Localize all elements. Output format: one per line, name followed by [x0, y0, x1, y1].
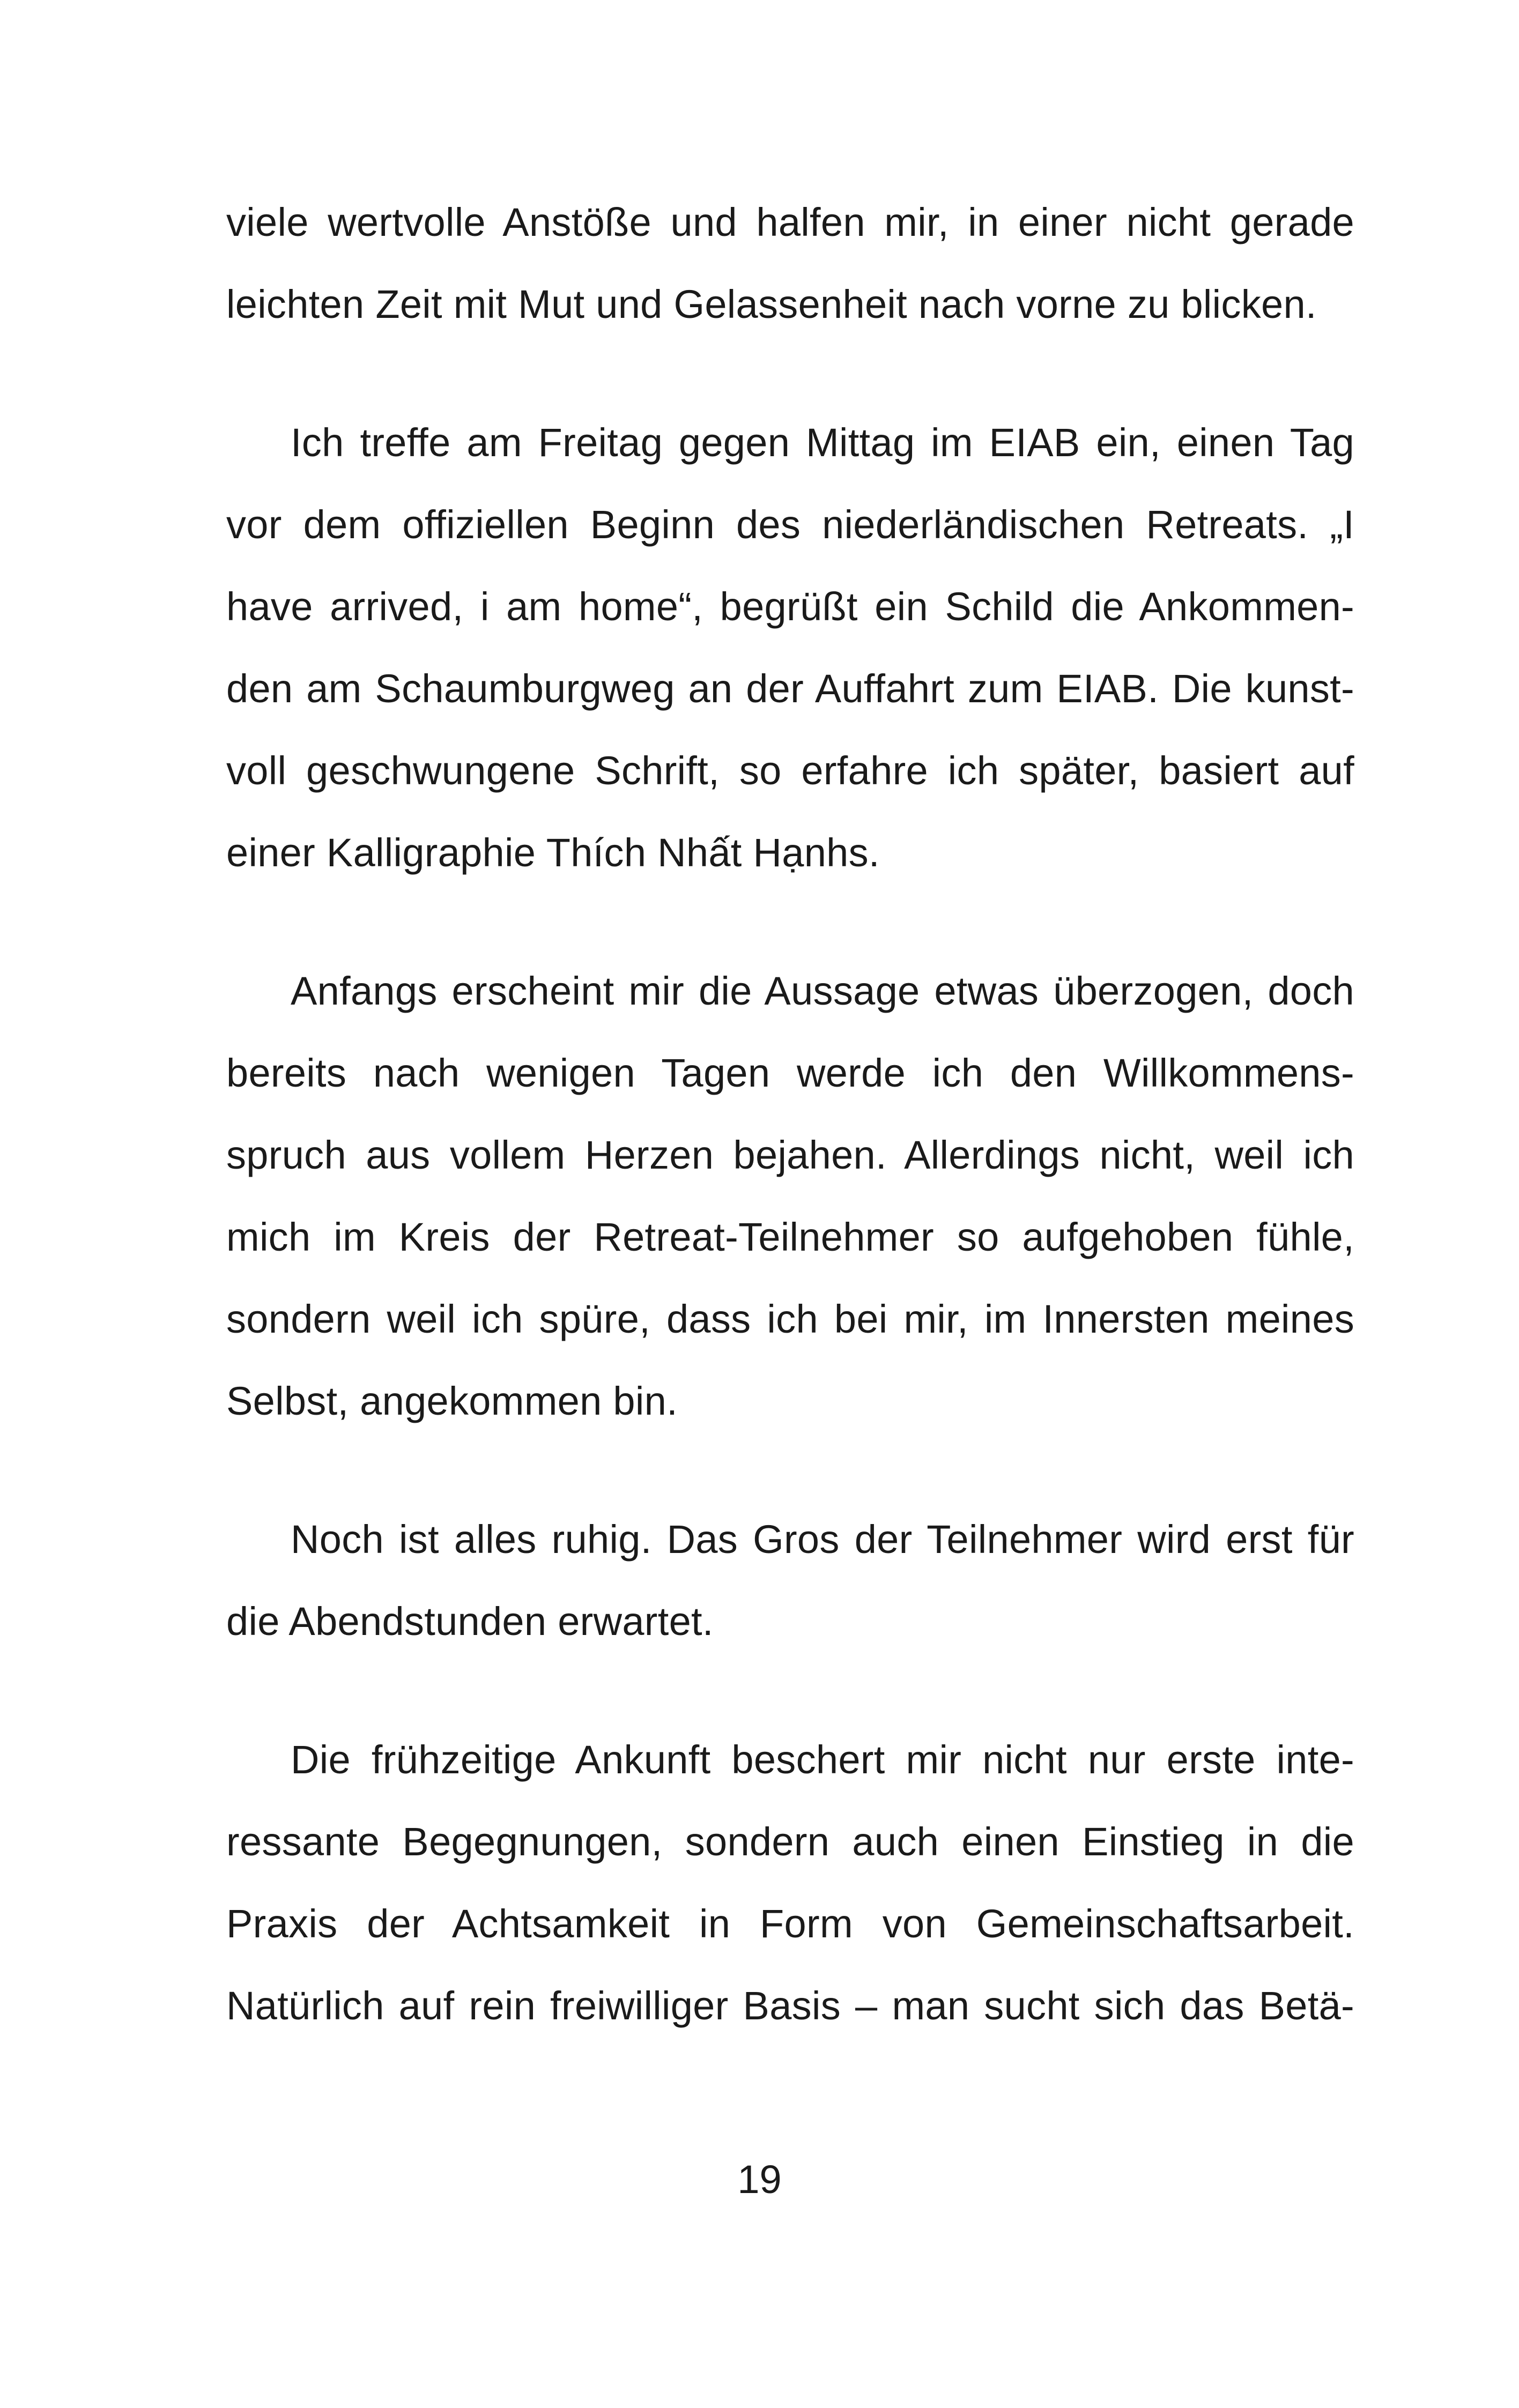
paragraph	[226, 402, 1354, 894]
page-number: 19	[737, 2157, 782, 2202]
text-line: have arrived, i am home“, begrüßt ein Schild die Ankommen-	[226, 584, 1354, 629]
text-line: vor dem offiziellen Beginn des niederländischen Retreats. „I	[226, 502, 1354, 547]
paragraph-gap	[226, 1662, 1354, 1719]
text-line: einer Kalligraphie Thích Nhất Hạnhs.	[226, 830, 880, 875]
text-line: den am Schaumburgweg an der Auffahrt zum EIAB. Die kunst-	[226, 666, 1354, 711]
text-line: mich im Kreis der Retreat-Teilnehmer so aufgehoben fühle,	[226, 1215, 1354, 1259]
page-body	[226, 181, 1354, 2047]
text-line: leichten Zeit mit Mut und Gelassenheit nach vorne zu blicken.	[226, 282, 1317, 326]
text-line: die Abendstunden erwartet.	[226, 1599, 714, 1644]
paragraph	[226, 1719, 1354, 2047]
text-line: Noch ist alles ruhig. Das Gros der Teilnehmer wird erst für	[291, 1517, 1354, 1562]
text-line: Selbst, angekommen bin.	[226, 1379, 678, 1423]
text-line: Natürlich auf rein freiwilliger Basis – man sucht sich das Betä-	[226, 1983, 1354, 2028]
text-line: bereits nach wenigen Tagen werde ich den Willkommens-	[226, 1051, 1354, 1095]
text-line: sondern weil ich spüre, dass ich bei mir, im Innersten meines	[226, 1297, 1354, 1341]
paragraph-gap	[226, 894, 1354, 950]
paragraph	[226, 950, 1354, 1442]
paragraph-gap	[226, 1442, 1354, 1498]
paragraph	[226, 1498, 1354, 1662]
text-line: viele wertvolle Anstöße und halfen mir, in einer nicht gerade	[226, 200, 1354, 244]
text-line: spruch aus vollem Herzen bejahen. Allerdings nicht, weil ich	[226, 1133, 1354, 1177]
text-line: ressante Begegnungen, sondern auch einen Einstieg in die	[226, 1819, 1354, 1864]
text-line: Praxis der Achtsamkeit in Form von Gemeinschaftsarbeit.	[226, 1901, 1354, 1946]
text-line: voll geschwungene Schrift, so erfahre ich später, basiert auf	[226, 748, 1354, 793]
text-line: Anfangs erscheint mir die Aussage etwas überzogen, doch	[291, 969, 1354, 1013]
text-line: Die frühzeitige Ankunft beschert mir nicht nur erste inte-	[291, 1737, 1354, 1782]
paragraph	[226, 181, 1354, 345]
paragraph-gap	[226, 345, 1354, 402]
text-line: Ich treffe am Freitag gegen Mittag im EIAB ein, einen Tag	[291, 420, 1354, 465]
